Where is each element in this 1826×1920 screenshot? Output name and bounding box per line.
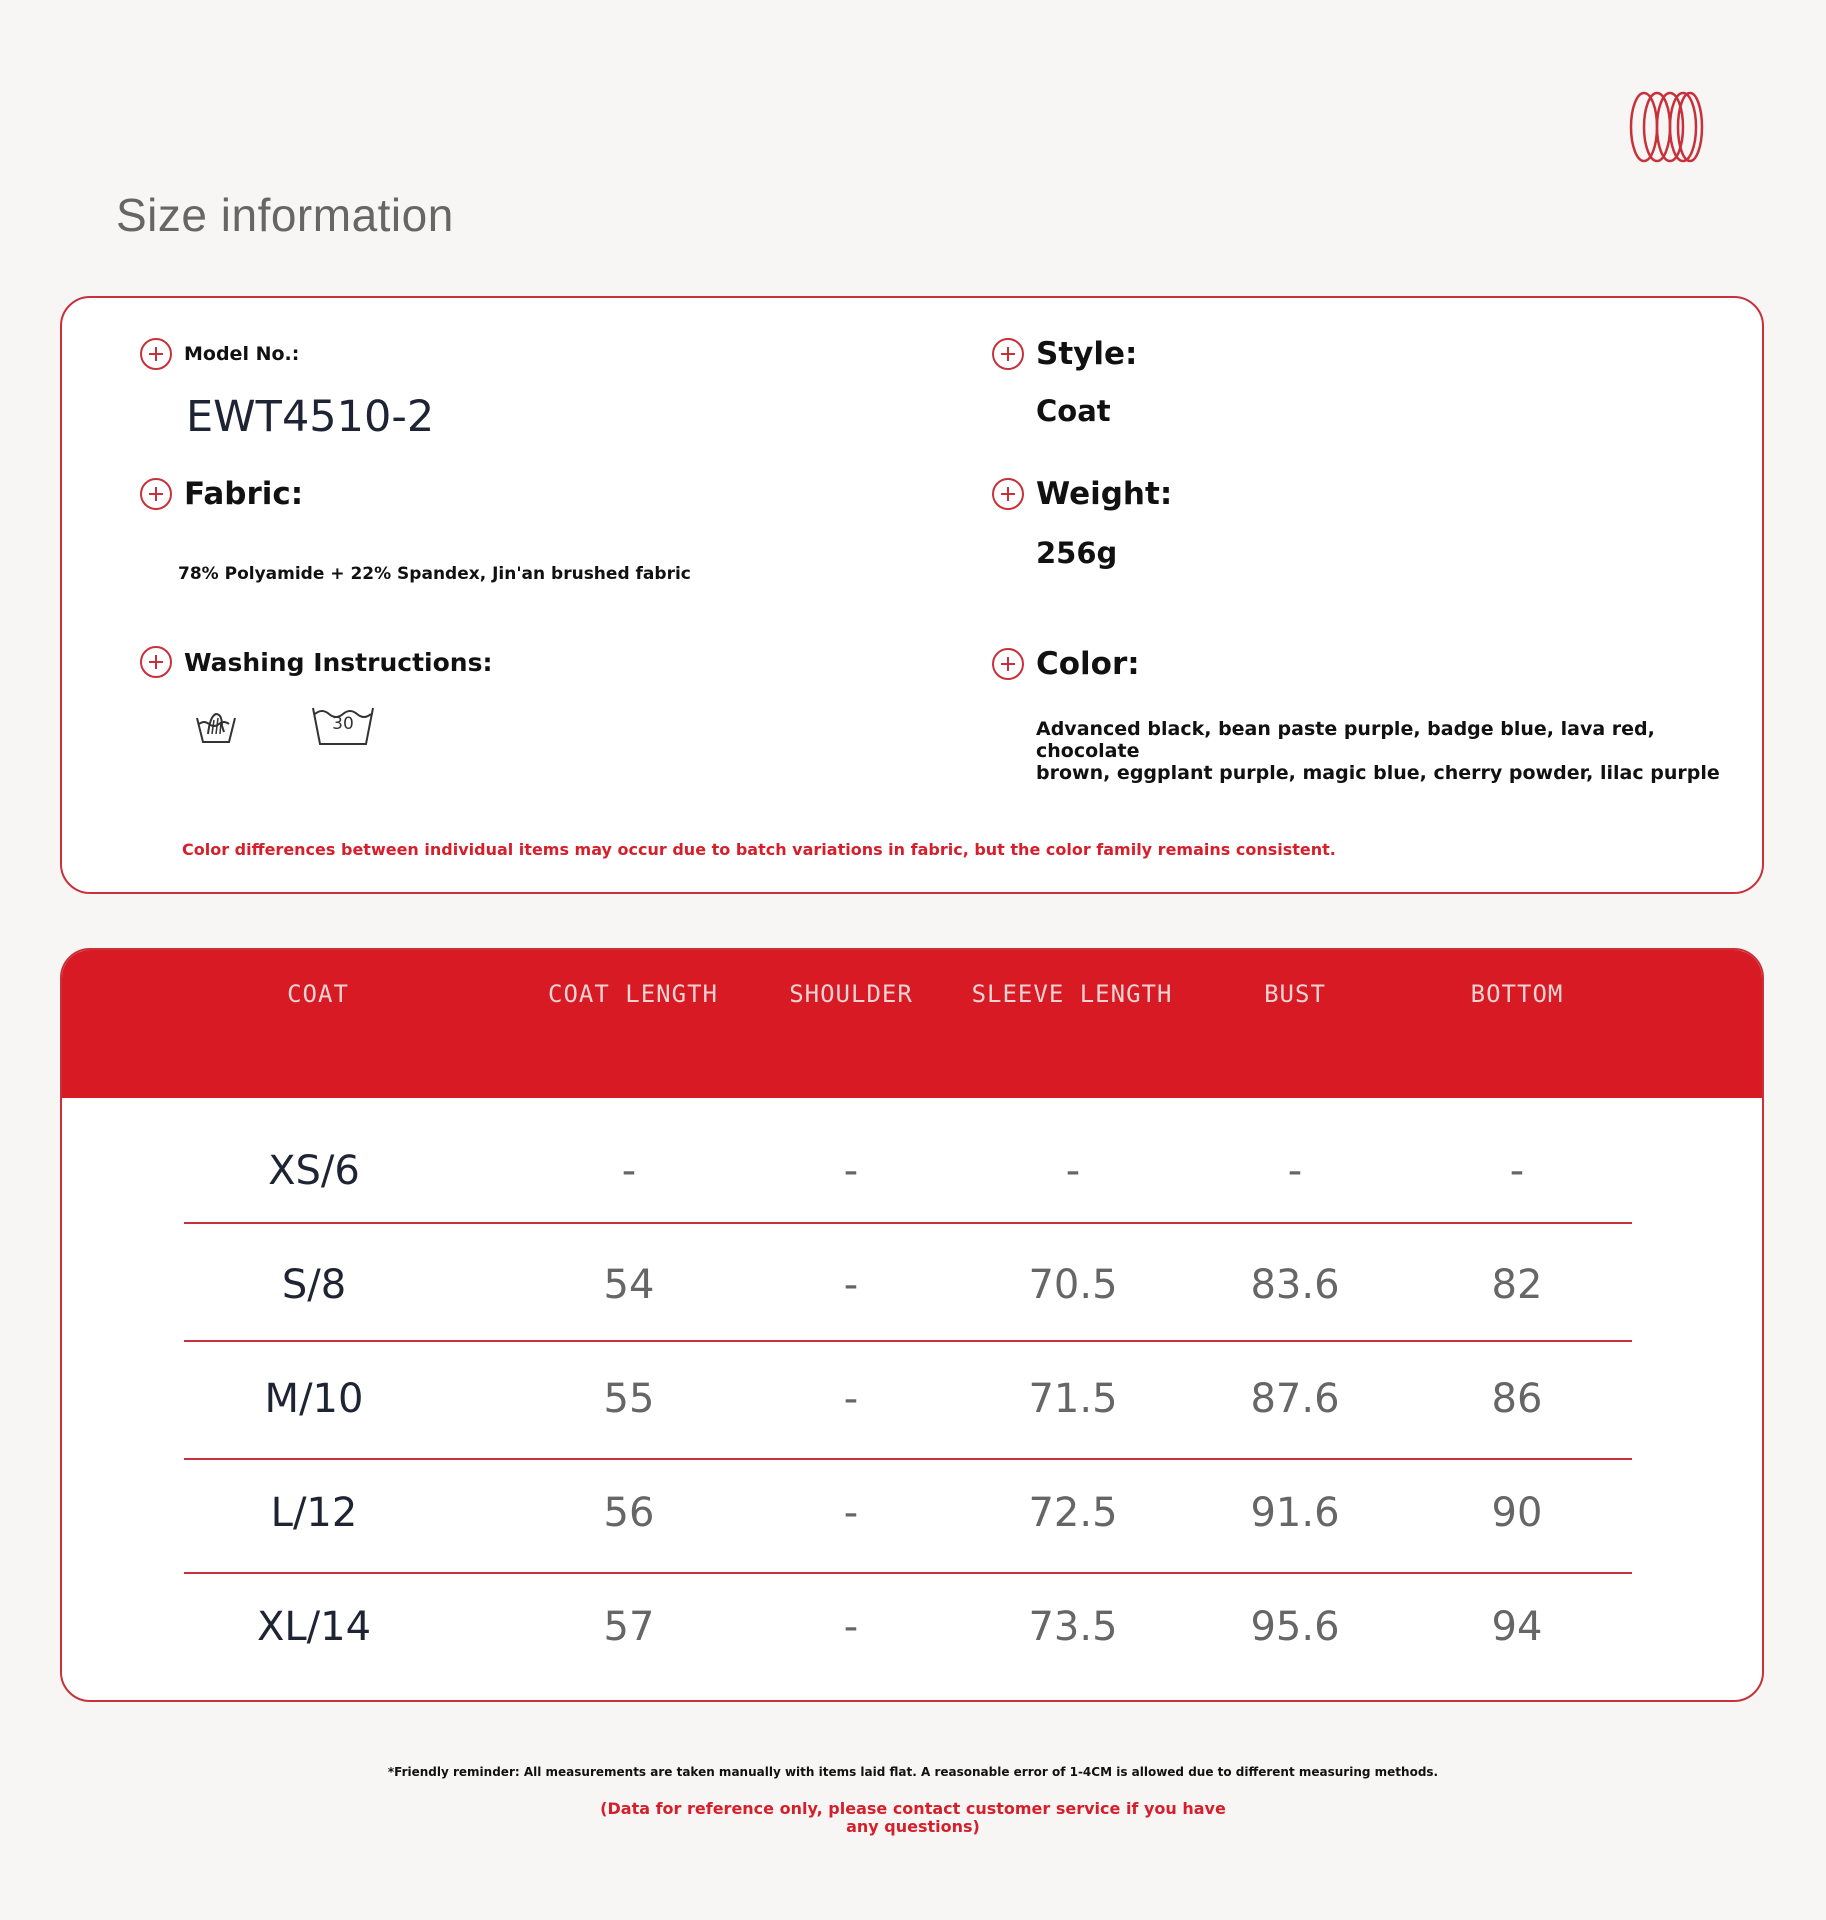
rings-logo-icon <box>1628 88 1704 166</box>
size-cell: M/10 <box>264 1376 364 1422</box>
row-divider <box>184 1340 1632 1342</box>
color-value-line2: brown, eggplant purple, magic blue, cherry powder, lilac purple <box>1036 762 1720 784</box>
model-label: Model No.: <box>184 343 300 365</box>
header-shoulder: SHOULDER <box>789 980 913 1008</box>
coat-length-cell: 54 <box>603 1262 655 1308</box>
shoulder-cell: - <box>843 1604 859 1650</box>
bust-cell: 83.6 <box>1250 1262 1340 1308</box>
wash-temperature: 30 <box>332 714 354 734</box>
table-row <box>62 1490 1762 1604</box>
sleeve-length-cell: 70.5 <box>1028 1262 1118 1308</box>
color-value <box>1036 718 1762 784</box>
size-cell: S/8 <box>281 1262 347 1308</box>
coat-length-cell: 55 <box>603 1376 655 1422</box>
row-divider <box>184 1572 1632 1574</box>
header-coat: COAT <box>287 980 349 1008</box>
header-bottom: BOTTOM <box>1470 980 1564 1008</box>
table-row <box>62 1604 1762 1702</box>
page-title: Size information <box>116 189 454 241</box>
plus-circle-icon <box>140 338 172 370</box>
plus-circle-icon <box>992 338 1024 370</box>
shoulder-cell: - <box>843 1148 859 1194</box>
bottom-cell: 82 <box>1491 1262 1543 1308</box>
row-divider <box>184 1222 1632 1224</box>
size-cell: XL/14 <box>256 1604 372 1650</box>
color-label: Color: <box>1036 646 1140 682</box>
coat-length-cell: 56 <box>603 1490 655 1536</box>
washing-label: Washing Instructions: <box>184 647 493 677</box>
sleeve-length-cell: 71.5 <box>1028 1376 1118 1422</box>
reference-note <box>0 1800 1826 1836</box>
sleeve-length-cell: 72.5 <box>1028 1490 1118 1536</box>
bust-cell: - <box>1287 1148 1303 1194</box>
coat-length-cell: - <box>621 1148 637 1194</box>
bottom-cell: - <box>1509 1148 1525 1194</box>
bust-cell: 91.6 <box>1250 1490 1340 1536</box>
style-field <box>992 336 1137 372</box>
sleeve-length-cell: 73.5 <box>1028 1604 1118 1650</box>
color-value-line1: Advanced black, bean paste purple, badge blue, lava red, chocolate <box>1036 718 1655 762</box>
sleeve-length-cell: - <box>1065 1148 1081 1194</box>
shoulder-cell: - <box>843 1262 859 1308</box>
table-row <box>62 1262 1762 1376</box>
bottom-cell: 94 <box>1491 1604 1543 1650</box>
hand-wash-icon <box>194 704 238 748</box>
weight-field <box>992 476 1172 512</box>
bust-cell: 87.6 <box>1250 1376 1340 1422</box>
color-difference-note: Color differences between individual items may occur due to batch variations in fabric, but the color family remains consistent. <box>182 840 1336 859</box>
shoulder-cell: - <box>843 1490 859 1536</box>
shoulder-cell: - <box>843 1376 859 1422</box>
size-cell: XS/6 <box>268 1148 360 1194</box>
bust-cell: 95.6 <box>1250 1604 1340 1650</box>
bottom-cell: 90 <box>1491 1490 1543 1536</box>
model-field <box>140 338 299 370</box>
table-row <box>62 1148 1762 1262</box>
header-sleeve-length: SLEEVE LENGTH <box>971 980 1173 1008</box>
reference-note-line1: (Data for reference only, please contact customer service if you have <box>600 1799 1226 1818</box>
product-info-card <box>60 296 1764 894</box>
size-cell: L/12 <box>270 1490 358 1536</box>
plus-circle-icon <box>992 478 1024 510</box>
coat-length-cell: 57 <box>603 1604 655 1650</box>
fabric-value: 78% Polyamide + 22% Spandex, Jin'an brushed fabric <box>178 564 691 584</box>
style-label: Style: <box>1036 336 1138 372</box>
washing-field <box>140 646 492 678</box>
reference-note-line2: any questions) <box>846 1817 980 1836</box>
weight-label: Weight: <box>1036 476 1173 512</box>
model-value: EWT4510-2 <box>186 392 435 442</box>
measurement-reminder: *Friendly reminder: All measurements are taken manually with items laid flat. A reasonable error of 1-4CM is allowed due to different measuring methods. <box>387 1765 1439 1779</box>
row-divider <box>184 1458 1632 1460</box>
plus-circle-icon <box>140 478 172 510</box>
weight-value: 256g <box>1036 536 1118 570</box>
header-coat-length: COAT LENGTH <box>548 980 718 1008</box>
size-table-header <box>62 950 1762 1098</box>
size-table <box>60 948 1764 1702</box>
header-bust: BUST <box>1264 980 1326 1008</box>
bottom-cell: 86 <box>1491 1376 1543 1422</box>
style-value: Coat <box>1036 394 1111 428</box>
fabric-field <box>140 476 303 512</box>
plus-circle-icon <box>992 648 1024 680</box>
plus-circle-icon <box>140 646 172 678</box>
fabric-label: Fabric: <box>184 476 304 512</box>
color-field <box>992 646 1140 682</box>
table-row <box>62 1376 1762 1490</box>
